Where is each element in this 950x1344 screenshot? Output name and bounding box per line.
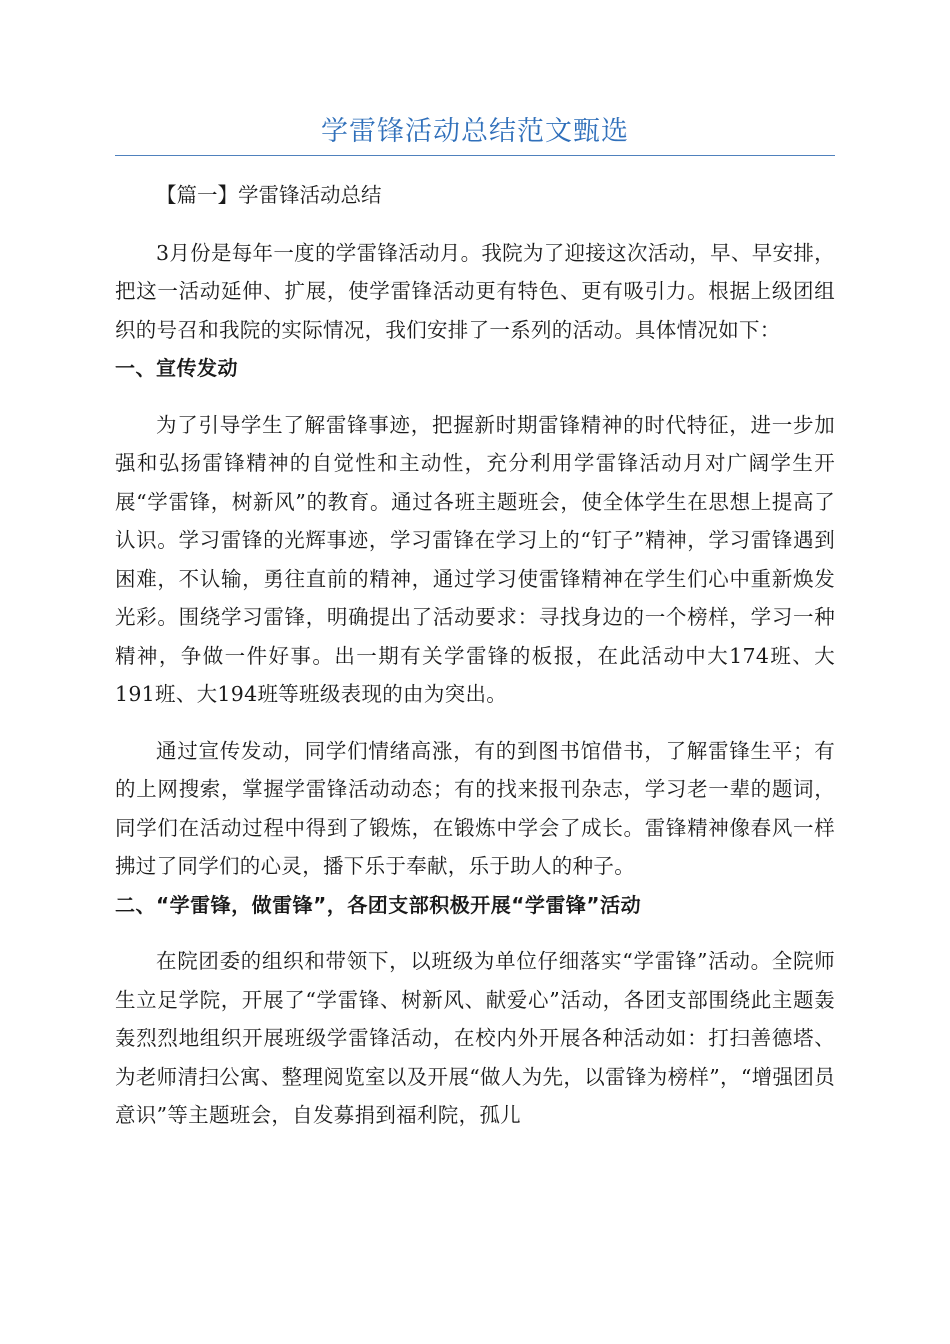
- document-body: [115, 176, 835, 1135]
- paragraph-publicity-1: 为了引导学生了解雷锋事迹，把握新时期雷锋精神的时代特征，进一步加强和弘扬雷锋精神的自觉性和主动性，充分利用学雷锋活动月对广阔学生开展“学雷锋，树新风”的教育。通过各班主题班会，使全体学生在思想上提高了认识。学习雷锋的光辉事迹，学习雷锋在学习上的“钉子”精神，学习雷锋遇到困难，不认输，勇往直前的精神，通过学习使雷锋精神在学生们心中重新焕发光彩。围绕学习雷锋，明确提出了活动要求：寻找身边的一个榜样，学习一种精神，争做一件好事。出一期有关学雷锋的板报，在此活动中大174班、大191班、大194班等班级表现的由为突出。: [115, 412, 835, 706]
- title-underline: [115, 155, 835, 156]
- heading-publicity: 一、宣传发动: [115, 356, 238, 380]
- paragraph-publicity-2: 通过宣传发动，同学们情绪高涨，有的到图书馆借书，了解雷锋生平；有的上网搜索，掌握学雷锋活动动态；有的找来报刊杂志，学习老一辈的题词，同学们在活动过程中得到了锻炼，在锻炼中学会了成长。雷锋精神像春风一样拂过了同学们的心灵，播下乐于奉献，乐于助人的种子。: [115, 738, 835, 878]
- section-subtitle: 【篇一】学雷锋活动总结: [156, 183, 382, 207]
- paragraph-intro: 3月份是每年一度的学雷锋活动月。我院为了迎接这次活动，早、早安排，把这一活动延伸、扩展，使学雷锋活动更有特色、更有吸引力。根据上级团组织的号召和我院的实际情况，我们安排了一系列的活动。具体情况如下：: [115, 240, 835, 342]
- document-title: 学雷锋活动总结范文甄选: [321, 116, 629, 147]
- paragraph-activities-1: 在院团委的组织和带领下，以班级为单位仔细落实“学雷锋”活动。全院师生立足学院，开展了“学雷锋、树新风、献爱心”活动，各团支部围绕此主题轰轰烈烈地组织开展班级学雷锋活动，在校内外开展各种活动如：打扫善德塔、为老师清扫公寓、整理阅览室以及开展“做人为先，以雷锋为榜样”，“增强团员意识”等主题班会，自发募捐到福利院，孤儿: [115, 949, 835, 1127]
- heading-activities: 二、“学雷锋，做雷锋”，各团支部积极开展“学雷锋”活动: [115, 892, 642, 917]
